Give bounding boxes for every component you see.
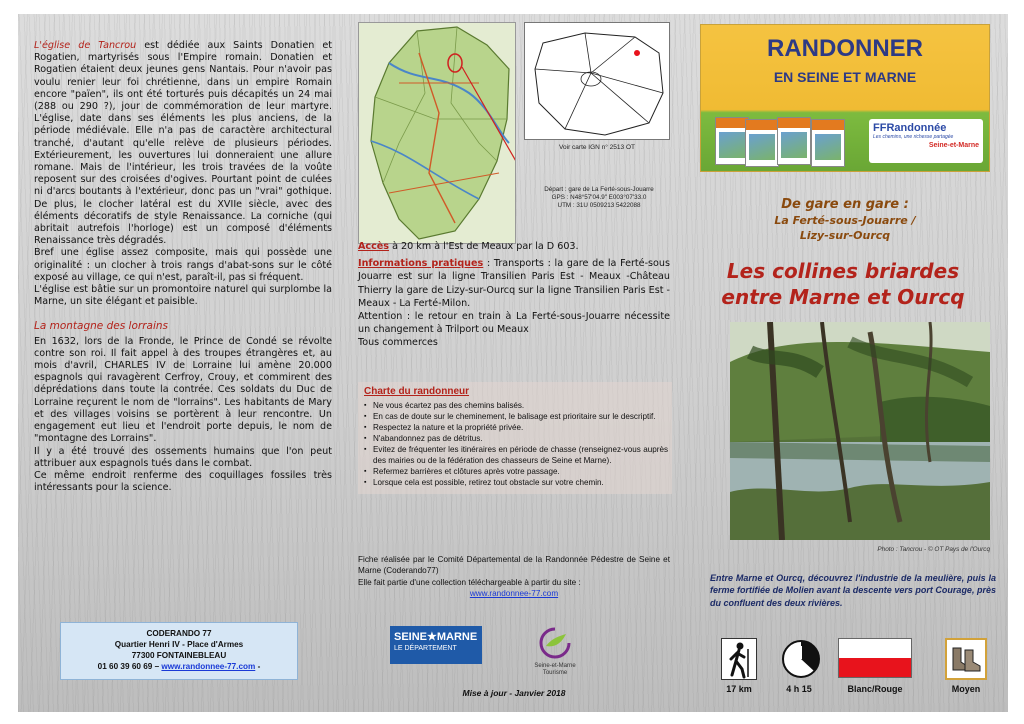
left-text: [34, 40, 332, 494]
contact-link[interactable]: www.randonnee-77.com: [161, 662, 256, 671]
contact-box: [60, 622, 298, 680]
difficulty-info: [938, 638, 994, 694]
infos-line: [358, 257, 670, 310]
acces-text: à 20 km à l'Est de Meaux par la D 603.: [389, 241, 579, 252]
banner-subtitle: EN SEINE ET MARNE: [773, 69, 917, 85]
photo-caption: Photo : Tancrou - © OT Pays de l'Ourcq: [877, 546, 990, 553]
distance-info: [714, 638, 764, 694]
right-panel: [678, 14, 1008, 712]
main-title-line-1: Les collines briardes: [726, 259, 960, 283]
eglise-paragraph-1: [34, 40, 332, 247]
lorrains-paragraph-1: En 1632, lors de la Fronde, le Prince de Condé se révolte contre son roi. Il fait appel à des troupes étrangères et, au mois d'avril, CHARLES IV de Lorraine lui amène 20.000 espagnols qui ravagèrent Cerfroy, Crouy, et commirent des déprédations dans toute la contrée. Ces soldats du Duc de Lorraine reçurent le nom de "lorrains". Les habitants de Mary et des villages voisins se portèrent à leur rencontre. Un engagement eut lieu et l'endroit porte depuis, le nom de "montagne des Lorrains".: [34, 335, 332, 445]
contact-name: CODERANDO 77: [146, 629, 212, 638]
acces-line: [358, 240, 670, 253]
river-photo-drawing: [730, 322, 990, 540]
attention-text: Attention : le retour en train à La Ferté-sous-Jouarre nécessite un changement à Trilport ou Meaux: [358, 311, 670, 336]
infos-label: Informations pratiques: [358, 258, 484, 270]
route-map: [358, 22, 516, 244]
departure-line-1: Départ : gare de La Ferté-sous-Jouarre: [544, 186, 654, 193]
credits-link[interactable]: www.randonnee-77.com: [469, 589, 559, 599]
guidebook: [777, 117, 811, 165]
guidebooks-image: [715, 117, 855, 167]
left-panel: [18, 14, 348, 712]
seine-et-marne-logo-text: SEINE★MARNE: [394, 631, 478, 643]
eglise-paragraph-3: L'église est bâtie sur un promontoire naturel qui surplombe la Marne, un site élégant et paisible.: [34, 284, 332, 308]
guidebook: [715, 117, 749, 165]
contact-phone: 01 60 39 60 69 –: [97, 662, 162, 671]
charter-list: [364, 400, 668, 488]
ffr-tagline: Les chemins, une richesse partagée: [873, 134, 954, 140]
eglise-title: L'église de Tancrou: [34, 40, 137, 51]
charter-item: ▪ En cas de doute sur le cheminement, le balisage est prioritaire sur le descriptif.: [364, 411, 668, 422]
departure-line-2: GPS : N48°57'04.9" E003°07'33.0: [551, 194, 647, 201]
acces-label: Accès: [358, 241, 390, 252]
route-description: Entre Marne et Ourcq, découvrez l'industrie de la meulière, puis la ferme fortifiée de Molien avant la descente vers port Courage, près du confluent des deux rivières.: [710, 573, 996, 608]
locator-map: [524, 22, 670, 140]
eglise-paragraph-2: Bref une église assez composite, mais qui possède une originalité : un clocher à trois rangs d'abat-sons sur le côté exposé au village, ce qui n'est, paraît-il, pas si fréquent.: [34, 247, 332, 283]
charter-item: ▪ Lorsque cela est possible, retirez tout obstacle sur votre chemin.: [364, 477, 668, 488]
credits: [358, 554, 670, 600]
charter-box: [358, 382, 672, 494]
contact-suffix: -: [255, 662, 261, 671]
locator-map-drawing: [525, 23, 671, 141]
waymark-info: [832, 638, 918, 694]
contact-address-1: Quartier Henri IV - Place d'Armes: [114, 640, 244, 649]
departure-line-3: UTM : 31U 0509213 5422088: [557, 202, 641, 209]
commerces-text: Tous commerces: [358, 337, 438, 349]
charter-item: ▪ Respectez la nature et la propriété privée.: [364, 422, 668, 433]
boots-icon: [945, 638, 987, 680]
tourisme-logo-text: Seine-et-Marne Tourisme: [534, 663, 576, 676]
charter-item: ▪ Ne vous écartez pas des chemins balisés.: [364, 400, 668, 411]
waymark-flag-icon: [838, 638, 912, 678]
gare-from: La Ferté-sous-Jouarre /: [774, 214, 916, 227]
practical-info: [358, 240, 670, 350]
lorrains-paragraph-2: Il y a été trouvé des ossements humains que l'on peut attribuer aux espagnols tués dans le combat.: [34, 445, 332, 469]
eglise-text-1: est dédiée aux Saints Donatien et Rogatien, martyrisés sous l'Empire romain. Donatien et Rogatien étaient deux jeunes gens Nantais. Pour n'avoir pas voulu renier leur foi chrétienne, dans un empire Romain encore "païen", ils ont été torturés puis décapités un 24 mai (288 ou 290 ?), jour de commémoration de leur martyre. L'église, date dans ses éléments les plus anciens, de la période médiévale. Elle n'a pas de caractère architectural tranché, d'autant qu'elle relève de plusieurs périodes. Extérieurement, les ouvertures lui donneraient une allure romane. Mais de l'intérieur, les trois travées de la voûte reposent sur des croisées d'ogives. Pourtant point de culées ni d'arcs boutants à l'extérieur, donc pas un "vrai" gothique. De plus, le clocher latéral est du XVIIe siècle, avec des éléments décoratifs de style Renaissance. La corniche (qui abritait autrefois l'horloge) est un composé d'éléments Renaissance très dégradés.: [34, 40, 332, 247]
route-info-icons: [714, 638, 994, 704]
route-map-drawing: [359, 23, 516, 244]
duration-info: [774, 638, 824, 694]
main-title-line-2: entre Marne et Ourcq: [721, 285, 965, 309]
departure-info: [524, 186, 674, 210]
update-date: Mise à jour - Janvier 2018: [462, 688, 566, 698]
gare-heading: De gare en gare :: [781, 197, 909, 212]
guidebook: [745, 119, 779, 167]
infos-text: : Transports : la gare de la Ferté-sous Jouarre est sur la ligne Transilien Paris Est - Meaux -Château Thierry la gare de Lizy-sur-Ourcq sur la ligne Transilien Paris Est - Meaux - La Ferté-Milon.: [358, 258, 670, 309]
charter-item: ▪ Refermez barrières et clôtures après votre passage.: [364, 466, 668, 477]
contact-address-2: 77300 FONTAINEBLEAU: [131, 651, 227, 660]
lorrains-paragraph-3: Ce même endroit renferme des coquillages fossiles très intéressants pour la science.: [34, 469, 332, 494]
banner-title: RANDONNER: [767, 35, 923, 62]
waymark-value: Blanc/Rouge: [847, 684, 903, 694]
banner: [700, 24, 990, 172]
ffrandonnee-logo: [869, 119, 983, 163]
river-photo: [730, 322, 990, 540]
brochure-page: [18, 14, 1008, 712]
clock-icon: [781, 638, 817, 680]
charter-item: ▪ N'abandonnez pas de détritus.: [364, 433, 668, 444]
hiker-icon: [721, 638, 757, 680]
seine-et-marne-logo-sub: LE DÉPARTEMENT: [394, 645, 457, 652]
contact-phone-line: [61, 661, 297, 672]
middle-panel: [348, 14, 678, 712]
seine-et-marne-logo: [390, 626, 482, 664]
duration-value: 4 h 15: [786, 684, 812, 694]
map-caption: Voir carte IGN n° 2513 OT: [559, 144, 635, 151]
route-stations: [700, 196, 990, 243]
gare-to: Lizy-sur-Ourcq: [799, 229, 891, 242]
main-title: [688, 258, 998, 310]
credits-line-2: Elle fait partie d'une collection téléchargeable à partir du site :: [358, 577, 581, 587]
ffr-name: FFRandonnée: [873, 122, 947, 134]
credits-line-1: Fiche réalisée par le Comité Départemental de la Randonnée Pédestre de Seine et Marne (Coderando77): [358, 555, 670, 576]
tourisme-logo: [530, 626, 580, 680]
distance-value: 17 km: [726, 684, 752, 694]
charter-item: ▪ Evitez de fréquenter les itinéraires en période de chasse (renseignez-vous auprès des mairies ou de la fédération des chasseurs de Seine et Marne).: [364, 444, 668, 466]
ffr-dept: Seine-et-Marne: [928, 142, 979, 149]
lorrains-title: La montagne des lorrains: [34, 320, 168, 333]
difficulty-value: Moyen: [951, 684, 981, 694]
guidebook: [811, 119, 845, 167]
charter-title: Charte du randonneur: [364, 386, 470, 397]
tourisme-logo-icon: [538, 626, 572, 660]
